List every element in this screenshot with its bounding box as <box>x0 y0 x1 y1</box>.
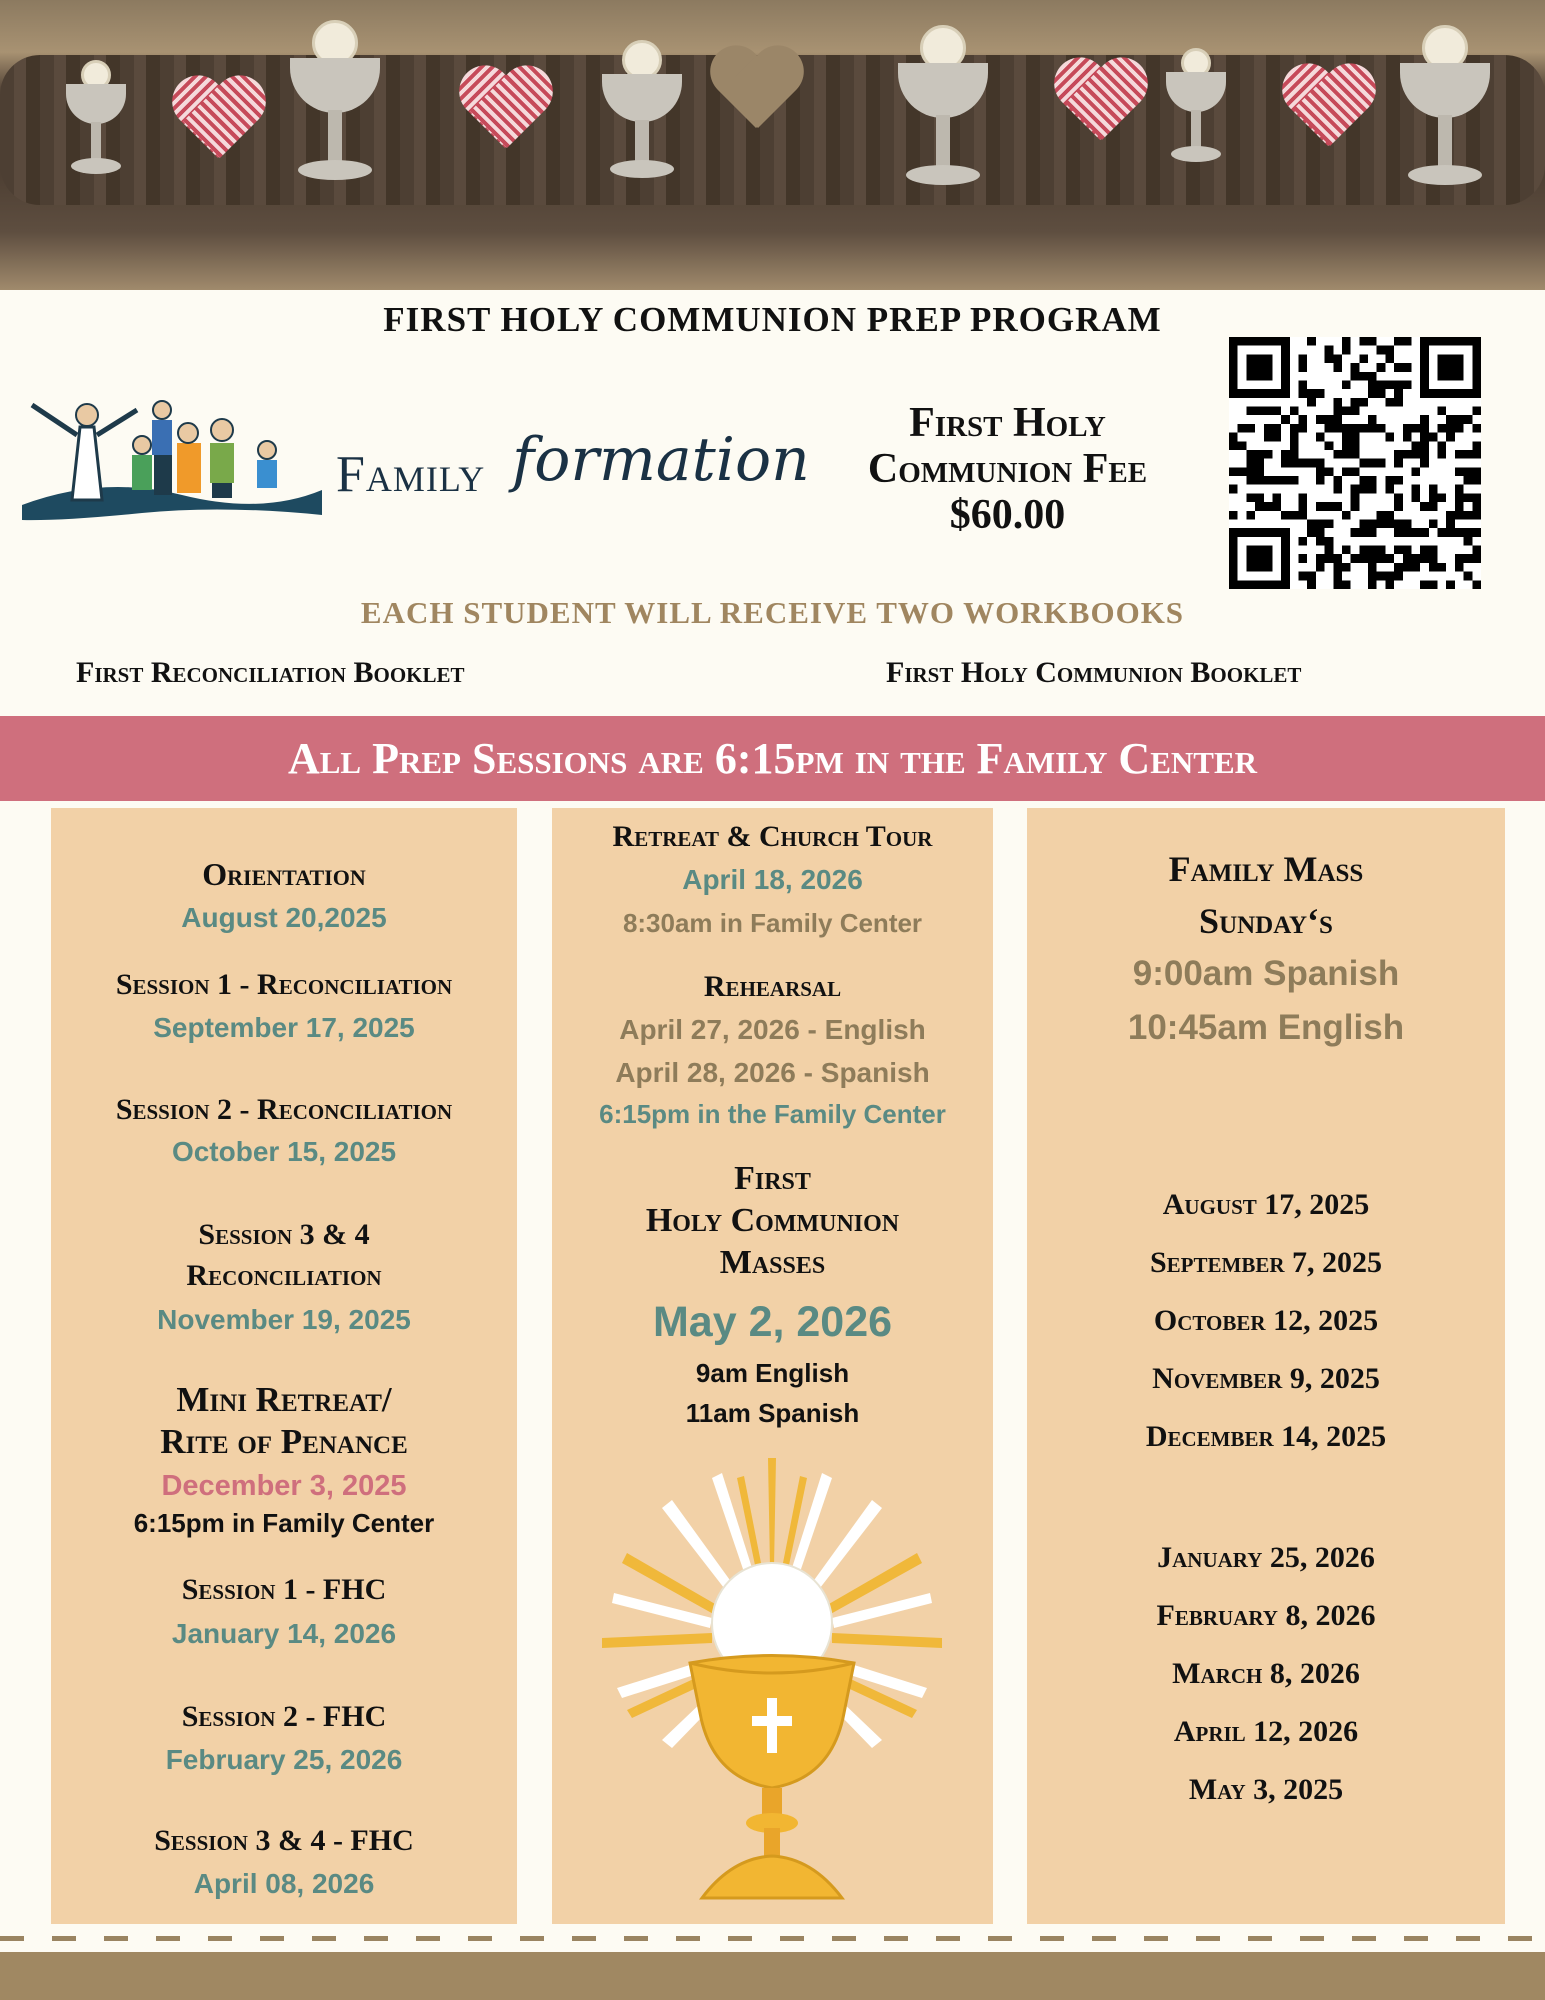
family-mass-date: October 12, 2025 <box>1153 1304 1379 1337</box>
mini-retreat-date: December 3, 2025 <box>161 1470 407 1502</box>
logo-word-family: Family <box>336 446 486 503</box>
family-mass-date: August 17, 2025 <box>1162 1188 1370 1221</box>
mass-time-spanish: 11am Spanish <box>685 1398 860 1428</box>
family-mass-title-2: Sunday‘s <box>1199 901 1333 941</box>
heart-icon <box>168 78 268 178</box>
family-mass-english-time: 10:45am English <box>1127 1008 1405 1047</box>
chalice-icon <box>1166 48 1226 168</box>
session34-title-2: Reconciliation <box>186 1259 382 1292</box>
chalice-host-illustration <box>592 1458 952 1918</box>
masses-title-1: First <box>734 1160 811 1197</box>
fee-amount: $60.00 <box>949 492 1066 538</box>
chalice-icon <box>602 40 682 180</box>
rehearsal-note: 6:15pm in the Family Center <box>599 1099 946 1129</box>
heart-icon <box>1050 60 1150 160</box>
program-title: FIRST HOLY COMMUNION PREP PROGRAM <box>383 300 1162 339</box>
logo-word-formation: formation <box>512 425 810 495</box>
session1-title: Session 1 - Reconciliation <box>115 968 453 1001</box>
fee-line-1: First Holy <box>909 400 1106 446</box>
communion-booklet-label: First Holy Communion Booklet <box>886 656 1302 689</box>
retreat-title: Retreat & Church Tour <box>612 820 933 853</box>
fee-line-2: Communion Fee <box>867 446 1148 492</box>
family-mass-title-1: Family Mass <box>1168 849 1364 889</box>
masses-title-3: Masses <box>719 1244 826 1281</box>
retreat-note: 8:30am in Family Center <box>622 908 923 938</box>
chalice-icon <box>1400 25 1490 185</box>
fhc-session34-title: Session 3 & 4 - FHC <box>154 1824 414 1857</box>
fhc-session2-title: Session 2 - FHC <box>181 1700 387 1733</box>
session1-date: September 17, 2025 <box>153 1012 415 1043</box>
family-illustration-icon <box>22 395 322 525</box>
reconciliation-booklet-label: First Reconciliation Booklet <box>76 656 465 689</box>
masses-date: May 2, 2026 <box>652 1298 893 1346</box>
family-mass-date: September 7, 2025 <box>1149 1246 1383 1279</box>
mini-retreat-note: 6:15pm in Family Center <box>133 1508 435 1538</box>
session34-date: November 19, 2025 <box>157 1304 411 1335</box>
dashed-divider <box>0 1936 1545 1941</box>
header-banner-image <box>0 0 1545 290</box>
prep-sessions-column <box>51 808 517 1924</box>
chalice-icon <box>66 60 126 180</box>
sessions-time-banner: All Prep Sessions are 6:15pm in the Family Center <box>0 716 1545 801</box>
carved-heart-icon <box>706 48 806 158</box>
orientation-date: August 20,2025 <box>181 902 387 933</box>
fhc-session1-date: January 14, 2026 <box>171 1618 397 1649</box>
family-mass-spanish-time: 9:00am Spanish <box>1132 954 1400 993</box>
qr-code[interactable] <box>1229 337 1481 589</box>
chalice-icon <box>898 25 988 185</box>
orientation-title: Orientation <box>202 856 366 892</box>
family-mass-date: April 12, 2026 <box>1173 1715 1359 1748</box>
heart-icon <box>455 68 555 168</box>
family-mass-date: January 25, 2026 <box>1157 1541 1375 1574</box>
session2-title: Session 2 - Reconciliation <box>115 1093 453 1126</box>
family-mass-date: December 14, 2025 <box>1145 1420 1387 1453</box>
session34-title-1: Session 3 & 4 <box>198 1218 370 1251</box>
session2-date: October 15, 2025 <box>171 1136 397 1167</box>
rehearsal-title: Rehearsal <box>703 970 842 1003</box>
retreat-date: April 18, 2026 <box>682 864 863 895</box>
heart-icon <box>1278 66 1378 166</box>
masses-title-2: Holy Communion <box>645 1202 900 1239</box>
rehearsal-spanish: April 28, 2026 - Spanish <box>615 1057 930 1088</box>
fhc-session34-date: April 08, 2026 <box>193 1868 375 1899</box>
mass-time-english: 9am English <box>695 1358 850 1388</box>
family-formation-logo <box>22 395 810 555</box>
family-mass-column <box>1027 808 1505 1924</box>
family-mass-date: March 8, 2026 <box>1172 1657 1360 1690</box>
events-column <box>552 808 993 1924</box>
chalice-icon <box>290 20 380 180</box>
fhc-session2-date: February 25, 2026 <box>165 1744 403 1775</box>
mini-retreat-title-1: Mini Retreat/ <box>176 1380 392 1419</box>
family-mass-date: May 3, 2025 <box>1188 1773 1344 1806</box>
rehearsal-english: April 27, 2026 - English <box>619 1014 926 1045</box>
workbooks-heading: EACH STUDENT WILL RECEIVE TWO WORKBOOKS <box>360 595 1185 630</box>
fhc-session1-title: Session 1 - FHC <box>181 1573 387 1606</box>
mini-retreat-title-2: Rite of Penance <box>160 1422 408 1461</box>
family-mass-date: November 9, 2025 <box>1152 1362 1380 1395</box>
footer-bar <box>0 1952 1545 2000</box>
fee-block <box>800 400 1215 538</box>
family-mass-date: February 8, 2026 <box>1156 1599 1376 1632</box>
